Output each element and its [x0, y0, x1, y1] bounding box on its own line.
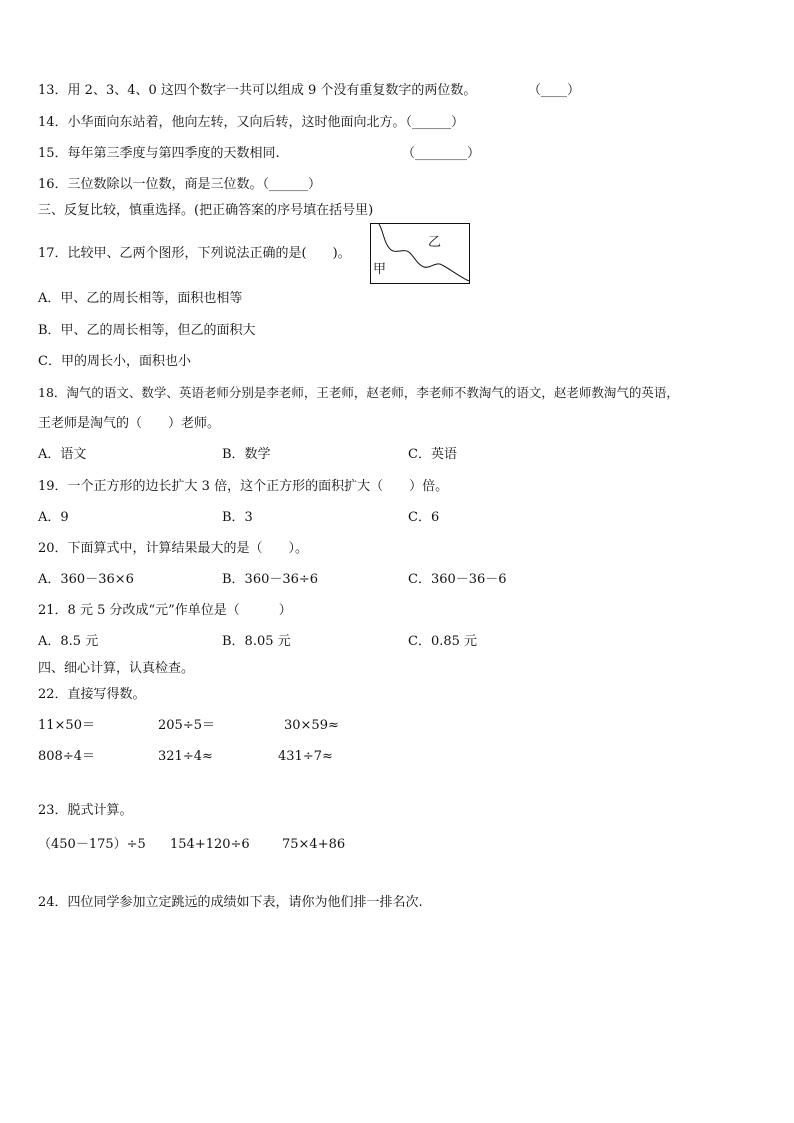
q18-text-line1: 18．淘气的语文、数学、英语老师分别是李老师，王老师，赵老师，李老师不教淘气的语文，赵老师教淘气的英语， [38, 385, 679, 400]
q14-text: 14．小华面向东站着，他向左转，又向后转，这时他面向北方。（______） [38, 115, 465, 130]
q13-text: 13．用 2、3、4、0 这四个数字一共可以组成 9 个没有重复数字的两位数。 [38, 83, 477, 98]
q23-text: 23．脱式计算。 [38, 803, 133, 818]
q18-option-b: B．数学 [222, 447, 271, 462]
q15-blank: （________） [402, 146, 481, 161]
q21-option-c: C．0.85 元 [408, 634, 478, 649]
q13-blank: （____） [528, 83, 581, 98]
q21-text: 21．8 元 5 分改成“元”作单位是（ ） [38, 603, 292, 618]
q17-figure [370, 223, 470, 284]
q17-text: 17．比较甲、乙两个图形，下列说法正确的是( )。 [38, 246, 351, 261]
q19-text: 19．一个正方形的边长扩大 3 倍，这个正方形的面积扩大（ ）倍。 [38, 479, 449, 494]
q22-calc: 431÷7≈ [278, 749, 333, 764]
q23-expression: 75×4+86 [282, 837, 346, 852]
q20-option-b: B．360－36÷6 [222, 572, 319, 587]
q17-option-b: B．甲、乙的周长相等，但乙的面积大 [38, 323, 256, 338]
q18-text-line2: 王老师是淘气的（ ）老师。 [38, 416, 221, 431]
q22-calc: 321÷4≈ [158, 749, 213, 764]
q22-calc: 30×59≈ [284, 718, 339, 733]
q23-expression: （450－175）÷5 [38, 837, 146, 852]
figure-label-jia: 甲 [373, 262, 387, 277]
q17-option-c: C．甲的周长小，面积也小 [38, 354, 191, 369]
q22-calc: 11×50＝ [38, 718, 95, 733]
q18-option-a: A．语文 [38, 447, 87, 462]
q21-option-a: A．8.5 元 [38, 634, 99, 649]
q17-option-a: A．甲、乙的周长相等，面积也相等 [38, 291, 243, 306]
q20-text: 20．下面算式中，计算结果最大的是（ ）。 [38, 541, 309, 556]
q19-option-b: B．3 [222, 510, 253, 525]
q19-option-c: C．6 [408, 510, 440, 525]
q22-calc: 205÷5＝ [158, 718, 215, 733]
q18-option-c: C．英语 [408, 447, 457, 462]
q20-option-c: C．360－36－6 [408, 572, 507, 587]
q19-option-a: A．9 [38, 510, 69, 525]
q16-text: 16．三位数除以一位数，商是三位数。（______） [38, 177, 322, 192]
q22-text: 22．直接写得数。 [38, 687, 146, 702]
q21-option-b: B．8.05 元 [222, 634, 291, 649]
q20-option-a: A．360－36×6 [38, 572, 134, 587]
q15-text: 15．每年第三季度与第四季度的天数相同. [38, 146, 280, 161]
q24-text: 24．四位同学参加立定跳远的成绩如下表，请你为他们排一排名次. [38, 895, 423, 910]
figure-label-yi: 乙 [428, 235, 442, 250]
q23-expression: 154+120÷6 [170, 837, 250, 852]
q22-calc: 808÷4＝ [38, 749, 95, 764]
section3-heading: 三、反复比较，慎重选择。(把正确答案的序号填在括号里) [38, 203, 374, 218]
section4-heading: 四、细心计算，认真检查。 [38, 661, 195, 676]
